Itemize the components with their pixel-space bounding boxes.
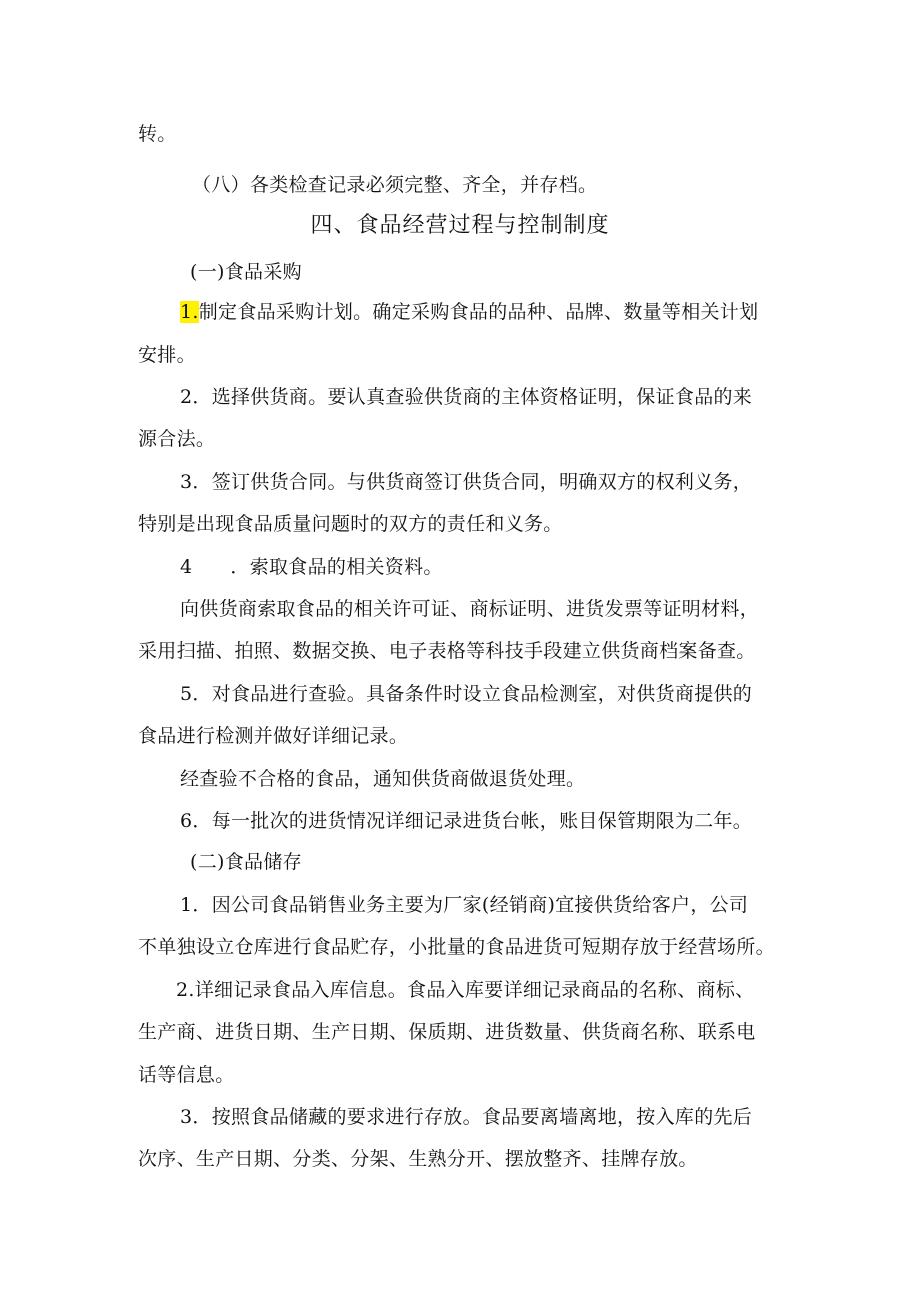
storage-item-3-line-2: 次序、生产日期、分类、分架、生熟分开、摆放整齐、挂牌存放。 [138, 1148, 698, 1170]
purchase-reject-line: 经查验不合格的食品，通知供货商做退货处理。 [180, 768, 586, 790]
storage-item-3-line-1: 3．按照食品储藏的要求进行存放。食品要离墙离地，按入库的先后 [180, 1106, 753, 1128]
subsection-2-title: (二)食品储存 [190, 851, 302, 873]
purchase-item-3-line-1: 3．签订供货合同。与供货商签订供货合同，明确双方的权利义务， [180, 471, 753, 493]
storage-item-2-line-2: 生产商、进货日期、生产日期、保质期、进货数量、供货商名称、联系电 [138, 1021, 756, 1043]
purchase-item-5-line-2: 食品进行检测并做好详细记录。 [138, 725, 409, 747]
purchase-item-2-line-2: 源合法。 [138, 428, 216, 450]
highlighted-number: 1. [180, 301, 199, 323]
purchase-item-4-text: ．索取食品的相关资料。 [230, 556, 443, 578]
purchase-item-1-line-2: 安排。 [138, 344, 196, 366]
purchase-item-6-line: 6．每一批次的进货情况详细记录进货台帐，账目保管期限为二年。 [180, 810, 753, 832]
purchase-docs-line-1: 向供货商索取食品的相关许可证、商标证明、进货发票等证明材料， [180, 598, 760, 620]
purchase-item-4-number: 4 [180, 556, 193, 578]
item-8-line: （八）各类检查记录必须完整、齐全，并存档。 [192, 174, 598, 196]
purchase-item-4-line [180, 554, 443, 580]
storage-item-1-line-1: 1．因公司食品销售业务主要为厂家(经销商)宜接供货给客户，公司 [180, 894, 749, 916]
purchase-item-2-line-1: 2．选择供货商。要认真查验供货商的主体资格证明，保证食品的来 [180, 386, 753, 408]
purchase-item-1-line-1 [180, 299, 758, 325]
subsection-1-title: (一)食品采购 [190, 261, 302, 283]
storage-item-2-line-3: 话等信息。 [138, 1064, 235, 1086]
purchase-item-1-text: 制定食品采购计划。确定采购食品的品种、品牌、数量等相关计划 [198, 301, 759, 323]
continued-line: 转。 [138, 123, 177, 145]
purchase-item-5-line-1: 5．对食品进行查验。具备条件时设立食品检测室，对供货商提供的 [180, 683, 753, 705]
storage-item-2-line-1: 2.详细记录食品入库信息。食品入库要详细记录商品的名称、商标、 [176, 979, 755, 1001]
purchase-item-3-line-2: 特别是出现食品质量问题时的双方的责任和义务。 [138, 513, 563, 535]
storage-item-1-line-2: 不单独设立仓库进行食品贮存，小批量的食品进货可短期存放于经营场所。 [138, 936, 775, 958]
section-title: 四、食品经营过程与控制制度 [310, 213, 610, 238]
purchase-docs-line-2: 采用扫描、拍照、数据交换、电子表格等科技手段建立供货商档案备查。 [138, 640, 756, 662]
